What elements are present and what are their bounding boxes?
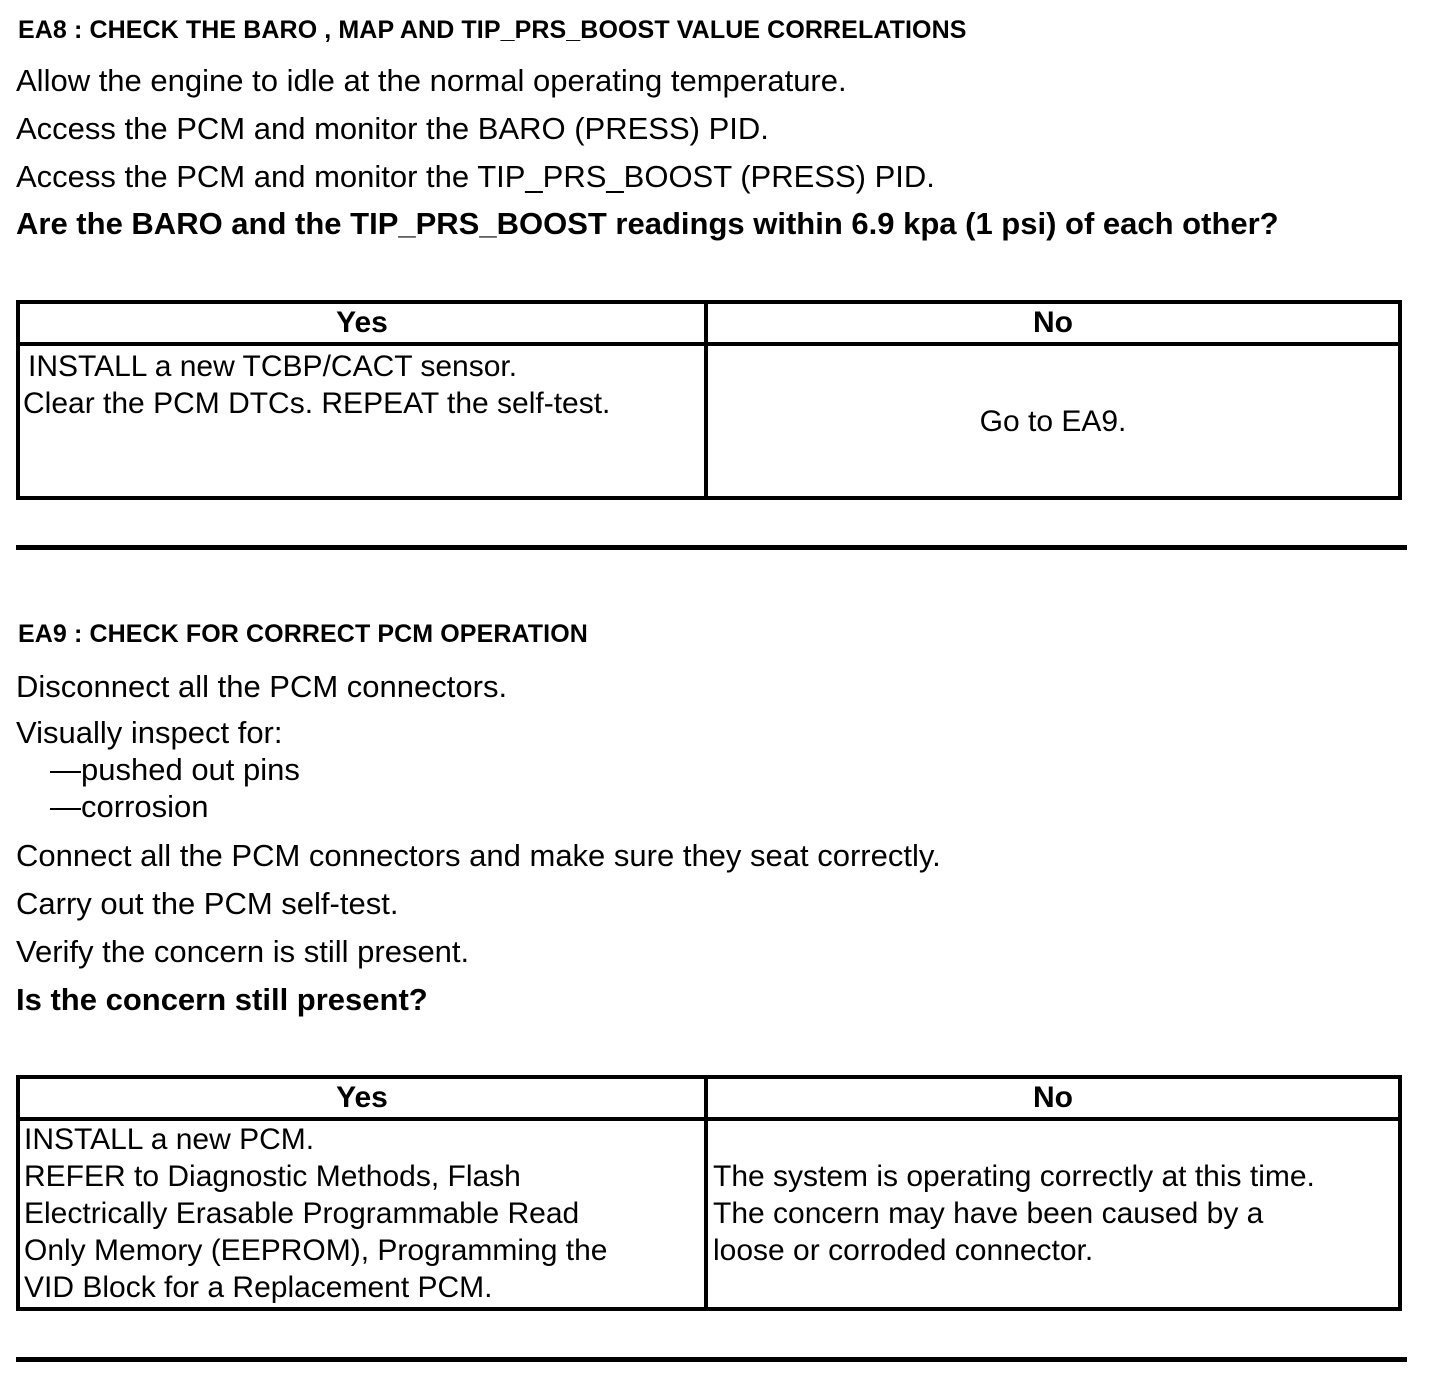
ea8-step-1: Allow the engine to idle at the normal operating temperature.: [16, 63, 847, 98]
ea9-step-2-bullet-2: —corrosion: [50, 789, 209, 824]
ea9-step-5: Verify the concern is still present.: [16, 934, 470, 969]
ea8-question: Are the BARO and the TIP_PRS_BOOST readings within 6.9 kpa (1 psi) of each other?: [16, 206, 1279, 241]
ea8-yes-header: Yes: [18, 302, 706, 344]
ea9-step-2: Visually inspect for:: [16, 715, 283, 750]
ea9-yes-no-table: [16, 1075, 1402, 1311]
ea9-yes-line-3: Electrically Erasable Programmable Read: [24, 1197, 580, 1230]
ea9-yes-line-5: VID Block for a Replacement PCM.: [24, 1271, 493, 1304]
ea8-step-2: Access the PCM and monitor the BARO (PRESS) PID.: [16, 111, 769, 146]
ea9-no-cell: [706, 1119, 1400, 1309]
ea8-yes-line-2: Clear the PCM DTCs. REPEAT the self-test.: [23, 387, 611, 420]
ea8-step-3: Access the PCM and monitor the TIP_PRS_BOOST (PRESS) PID.: [16, 159, 935, 194]
step-ea8-title: EA8 : CHECK THE BARO , MAP AND TIP_PRS_BOOST VALUE CORRELATIONS: [18, 16, 967, 44]
ea9-yes-line-1: INSTALL a new PCM.: [24, 1123, 315, 1156]
section-divider-bottom: [16, 1357, 1407, 1362]
ea9-no-header: No: [706, 1077, 1400, 1119]
ea9-step-4: Carry out the PCM self-test.: [16, 886, 399, 921]
section-divider: [16, 545, 1407, 550]
ea9-step-2-bullet-1: —pushed out pins: [50, 752, 300, 787]
ea9-yes-line-4: Only Memory (EEPROM), Programming the: [24, 1234, 608, 1267]
ea9-no-line-3: loose or corroded connector.: [713, 1234, 1094, 1267]
ea9-yes-line-2: REFER to Diagnostic Methods, Flash: [24, 1160, 521, 1193]
ea9-no-line-1: The system is operating correctly at this time.: [713, 1160, 1315, 1193]
ea9-no-line-2: The concern may have been caused by a: [713, 1197, 1264, 1230]
step-ea9-title: EA9 : CHECK FOR CORRECT PCM OPERATION: [18, 620, 588, 648]
ea8-no-header: No: [706, 302, 1400, 344]
ea9-yes-header: Yes: [18, 1077, 706, 1119]
ea8-yes-no-table: [16, 300, 1402, 500]
ea9-yes-cell: [18, 1119, 706, 1309]
ea9-step-3: Connect all the PCM connectors and make sure they seat correctly.: [16, 838, 941, 873]
ea8-yes-line-1: INSTALL a new TCBP/CACT sensor.: [28, 350, 518, 383]
ea8-yes-cell: [18, 344, 706, 498]
ea9-question: Is the concern still present?: [16, 982, 428, 1017]
ea9-step-1: Disconnect all the PCM connectors.: [16, 669, 508, 704]
ea8-no-text: Go to EA9.: [979, 404, 1127, 438]
ea8-no-cell: [706, 344, 1400, 498]
